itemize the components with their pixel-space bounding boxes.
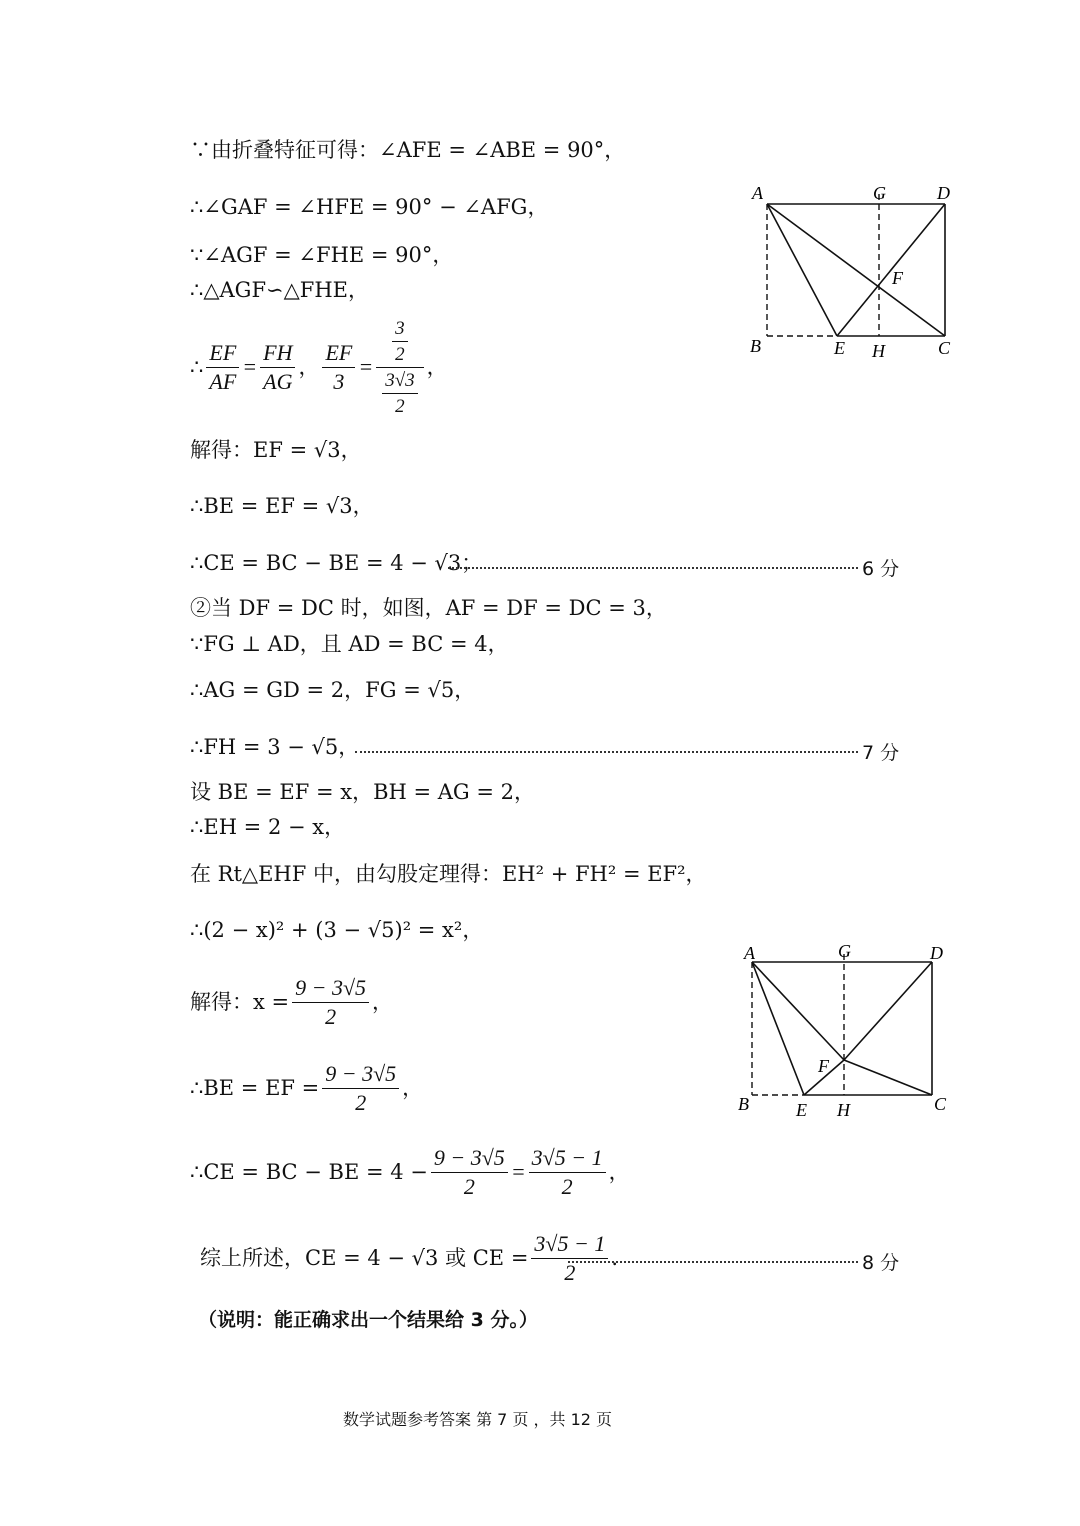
score-6: 6 分: [862, 558, 900, 580]
step-7: ∴BE = EF = √3，: [190, 494, 374, 518]
step-3: ∵∠AGF = ∠FHE = 90°，: [190, 243, 454, 267]
score-leader-6: [448, 567, 858, 569]
score-8: 8 分: [862, 1252, 900, 1274]
step-18: ∴BE = EF = $\frac{9 - 3√5}{2}$ ，: [190, 1060, 424, 1115]
frac-ef-af: $\frac{EF}{AF}$: [206, 342, 239, 393]
step-9: ②当 DF = DC 时，如图，AF = DF = DC = 3，: [190, 596, 667, 620]
frac-ce-sub: $\frac{9 - 3√5}{2}$: [431, 1147, 508, 1198]
fig1-label-h: H: [872, 341, 885, 361]
frac-ef-3: $\frac{EF}{3}$: [322, 342, 355, 393]
fig2-label-a: A: [744, 943, 755, 963]
step-14: ∴EH = 2 − x，: [190, 815, 346, 839]
step-12: ∴FH = 3 − √5，: [190, 735, 360, 759]
fig1-label-e: E: [834, 338, 845, 358]
fig2-label-h: H: [837, 1100, 850, 1120]
frac-x-value: $\frac{9 - 3√5}{2}$: [292, 977, 369, 1028]
figure-1: [745, 180, 965, 365]
step-5-ratio: ∴ $\frac{EF}{AF}$ = $\frac{FH}{AG}$ ， $\frac{EF}{3}$ = $\frac{\frac{3}{2}}{\frac{3√3}{2}}$ ，: [190, 317, 448, 417]
fig1-label-b: B: [750, 336, 761, 356]
step-16: ∴(2 − x)² + (3 − √5)² = x²，: [190, 918, 484, 942]
frac-ce-result: $\frac{3√5 - 1}{2}$: [529, 1147, 606, 1198]
fig1-label-c: C: [938, 338, 951, 358]
step-1: ∵由折叠特征可得：∠AFE = ∠ABE = 90°，: [190, 138, 626, 162]
fig1-label-a: A: [752, 183, 763, 203]
fig2-label-f: F: [818, 1056, 829, 1076]
frac-fh-ag: $\frac{FH}{AG}$: [260, 342, 295, 393]
score-leader-8: [568, 1261, 858, 1263]
step-11: ∴AG = GD = 2，FG = √5，: [190, 678, 476, 702]
fig2-label-c: C: [934, 1094, 947, 1114]
step-17: 解得：x = $\frac{9 - 3√5}{2}$ ，: [190, 974, 394, 1029]
fig2-label-g: G: [838, 941, 851, 961]
step-10: ∵FG ⊥ AD，且 AD = BC = 4，: [190, 632, 509, 656]
step-19: ∴CE = BC − BE = 4 − $\frac{9 - 3√5}{2}$ = $\frac{3√5 - 1}{2}$ ，: [190, 1144, 630, 1199]
page-footer: 数学试题参考答案 第 7 页 ，共 12 页: [343, 1410, 613, 1429]
fig1-label-f: F: [892, 268, 903, 288]
step-2: ∴∠GAF = ∠HFE = 90° − ∠AFG，: [190, 195, 549, 219]
frac-be-value: $\frac{9 - 3√5}{2}$: [322, 1063, 399, 1114]
step-13: 设 BE = EF = x，BH = AG = 2，: [190, 780, 536, 804]
step-8: ∴CE = BC − BE = 4 − √3；: [190, 551, 483, 575]
fig2-label-e: E: [796, 1100, 807, 1120]
score-7: 7 分: [862, 742, 900, 764]
score-leader-7: [355, 751, 858, 753]
step-4: ∴△AGF∽△FHE，: [190, 278, 369, 302]
figure-2: [732, 940, 957, 1125]
scoring-note: （说明：能正确求出一个结果给 3 分。）: [198, 1309, 538, 1331]
step-20-summary: 综上所述，CE = 4 − √3 或 CE = $\frac{3√5 - 1}{2}$ .: [200, 1230, 619, 1285]
step-6: 解得：EF = √3，: [190, 438, 362, 462]
frac-final: $\frac{3√5 - 1}{2}$: [531, 1233, 608, 1284]
therefore-symbol: ∴: [190, 354, 204, 379]
fig1-label-d: D: [937, 183, 950, 203]
fig1-label-g: G: [873, 183, 886, 203]
frac-compound: $\frac{\frac{3}{2}}{\frac{3√3}{2}}$: [376, 319, 423, 416]
step-15: 在 Rt△EHF 中，由勾股定理得：EH² + FH² = EF²，: [190, 862, 707, 886]
fig2-label-d: D: [930, 943, 943, 963]
fig2-label-b: B: [738, 1094, 749, 1114]
